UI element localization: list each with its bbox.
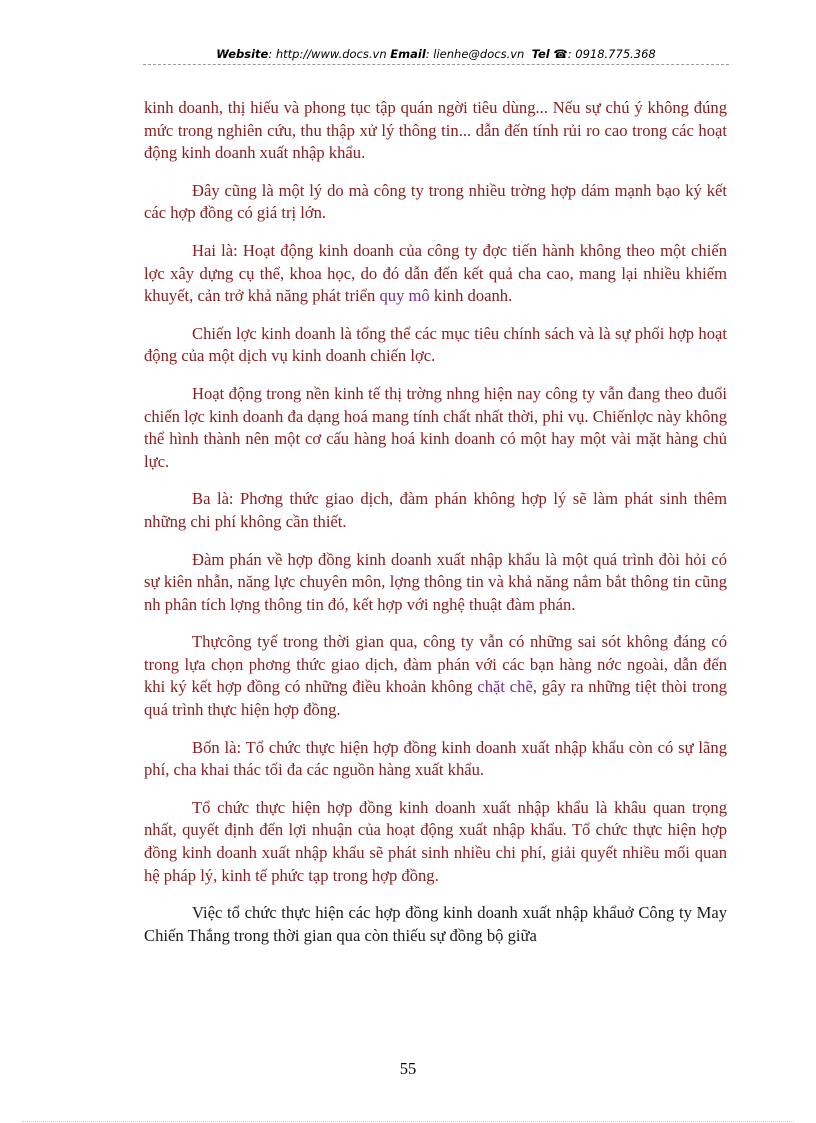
- highlight-chat-che: chặt chẽ: [477, 677, 533, 697]
- paragraph-11: Việc tổ chức thực hiện các hợp đồng kinh doanh xuất nhập khẩuở Công ty May Chiến Thắng trong thời gian qua còn thiếu sự đồng bộ giữa: [144, 903, 727, 945]
- paragraph-4: Chiến lợc kinh doanh là tổng thể các mục tiêu chính sách và là sự phối hợp hoạt động của một dịch vụ kinh doanh chiến lợc.: [144, 323, 727, 366]
- email-label: Email: [390, 47, 426, 61]
- paragraph-1: kinh doanh, thị hiếu và phong tục tập quán ngời tiêu dùng... Nếu sự chú ý không đúng mức trong nghiên cứu, thu thập xử lý thông tin... dẫn đến tính rủi ro cao trong các hoạt động kinh doanh xuất nhập khẩu.: [144, 98, 727, 163]
- paragraph-6: Ba là: Phơng thức giao dịch, đàm phán không hợp lý sẽ làm phát sinh thêm những chi phí không cần thiết.: [144, 489, 727, 531]
- website-url: : http://www.docs.vn: [268, 47, 387, 61]
- page-header: [143, 47, 729, 61]
- page-number: 55: [399, 1059, 417, 1078]
- tel-label: Tel: [531, 47, 550, 61]
- page-bottom-border: [22, 1121, 794, 1122]
- highlight-quy-mo: quy mô: [379, 286, 430, 306]
- paragraph-3: Hai là: Hoạt động kinh doanh của công ty đợc tiến hành không theo một chiến lợc xây dựng cụ thể, khoa học, do đó dẫn đến kết quả cha cao, mang lại nhiều khiếm khuyết, cản trở khả năng phát triển quy mô kinh doanh.: [144, 240, 727, 306]
- paragraph-7: Đàm phán về hợp đồng kinh doanh xuất nhập khẩu là một quá trình đòi hỏi có sự kiên nhẫn, năng lực chuyên môn, lợng thông tin và khả năng nắm bắt thông tin cũng nh phân tích lợng thông tin đó, kết hợp với nghệ thuật đàm phán.: [144, 549, 727, 614]
- header-divider: [143, 64, 729, 65]
- paragraph-8: Thựcông tyế trong thời gian qua, công ty vẫn có những sai sót không đáng có trong lựa chọn phơng thức giao dịch, đàm phán với các bạn hàng nớc ngoài, dẫn đến khi ký kết hợp đồng có những điều khoản không chặt chẽ, gây ra những tiệt thòi trong quá trình thực hiện hợp đồng.: [144, 632, 727, 720]
- document-body: [144, 97, 727, 962]
- telephone-icon: ☎: [553, 47, 568, 61]
- paragraph-2: Đây cũng là một lý do mà công ty trong nhiều trờng hợp dám mạnh bạo ký kết các hợp đồng có giá trị lớn.: [144, 180, 727, 223]
- tel-number: : 0918.775.368: [567, 47, 656, 61]
- paragraph-5: Hoạt động trong nền kinh tế thị trờng nhng hiện nay công ty vẫn đang theo đuổi chiến lợc kinh doanh đa dạng hoá mang tính chất nhất thời, phi vụ. Chiếnlợc này không thể hình thành nên một cơ cấu hàng hoá kinh doanh có một hay một vài mặt hàng chủ lực.: [144, 383, 727, 471]
- paragraph-9: Bốn là: Tổ chức thực hiện hợp đồng kinh doanh xuất nhập khẩu còn có sự lãng phí, cha khai thác tối đa các nguồn hàng xuất khẩu.: [144, 737, 727, 780]
- website-label: Website: [216, 47, 269, 61]
- email-address: : lienhe@docs.vn: [425, 47, 525, 61]
- paragraph-10: Tổ chức thực hiện hợp đồng kinh doanh xuất nhập khẩu là khâu quan trọng nhất, quyết định đến lợi nhuận của hoạt động xuất nhập khẩu. Tổ chức thực hiện hợp đồng kinh doanh xuất nhập khẩu sẽ phát sinh nhiều chi phí, giải quyết nhiều mối quan hệ pháp lý, kinh tế phức tạp trong hợp đồng.: [144, 797, 727, 885]
